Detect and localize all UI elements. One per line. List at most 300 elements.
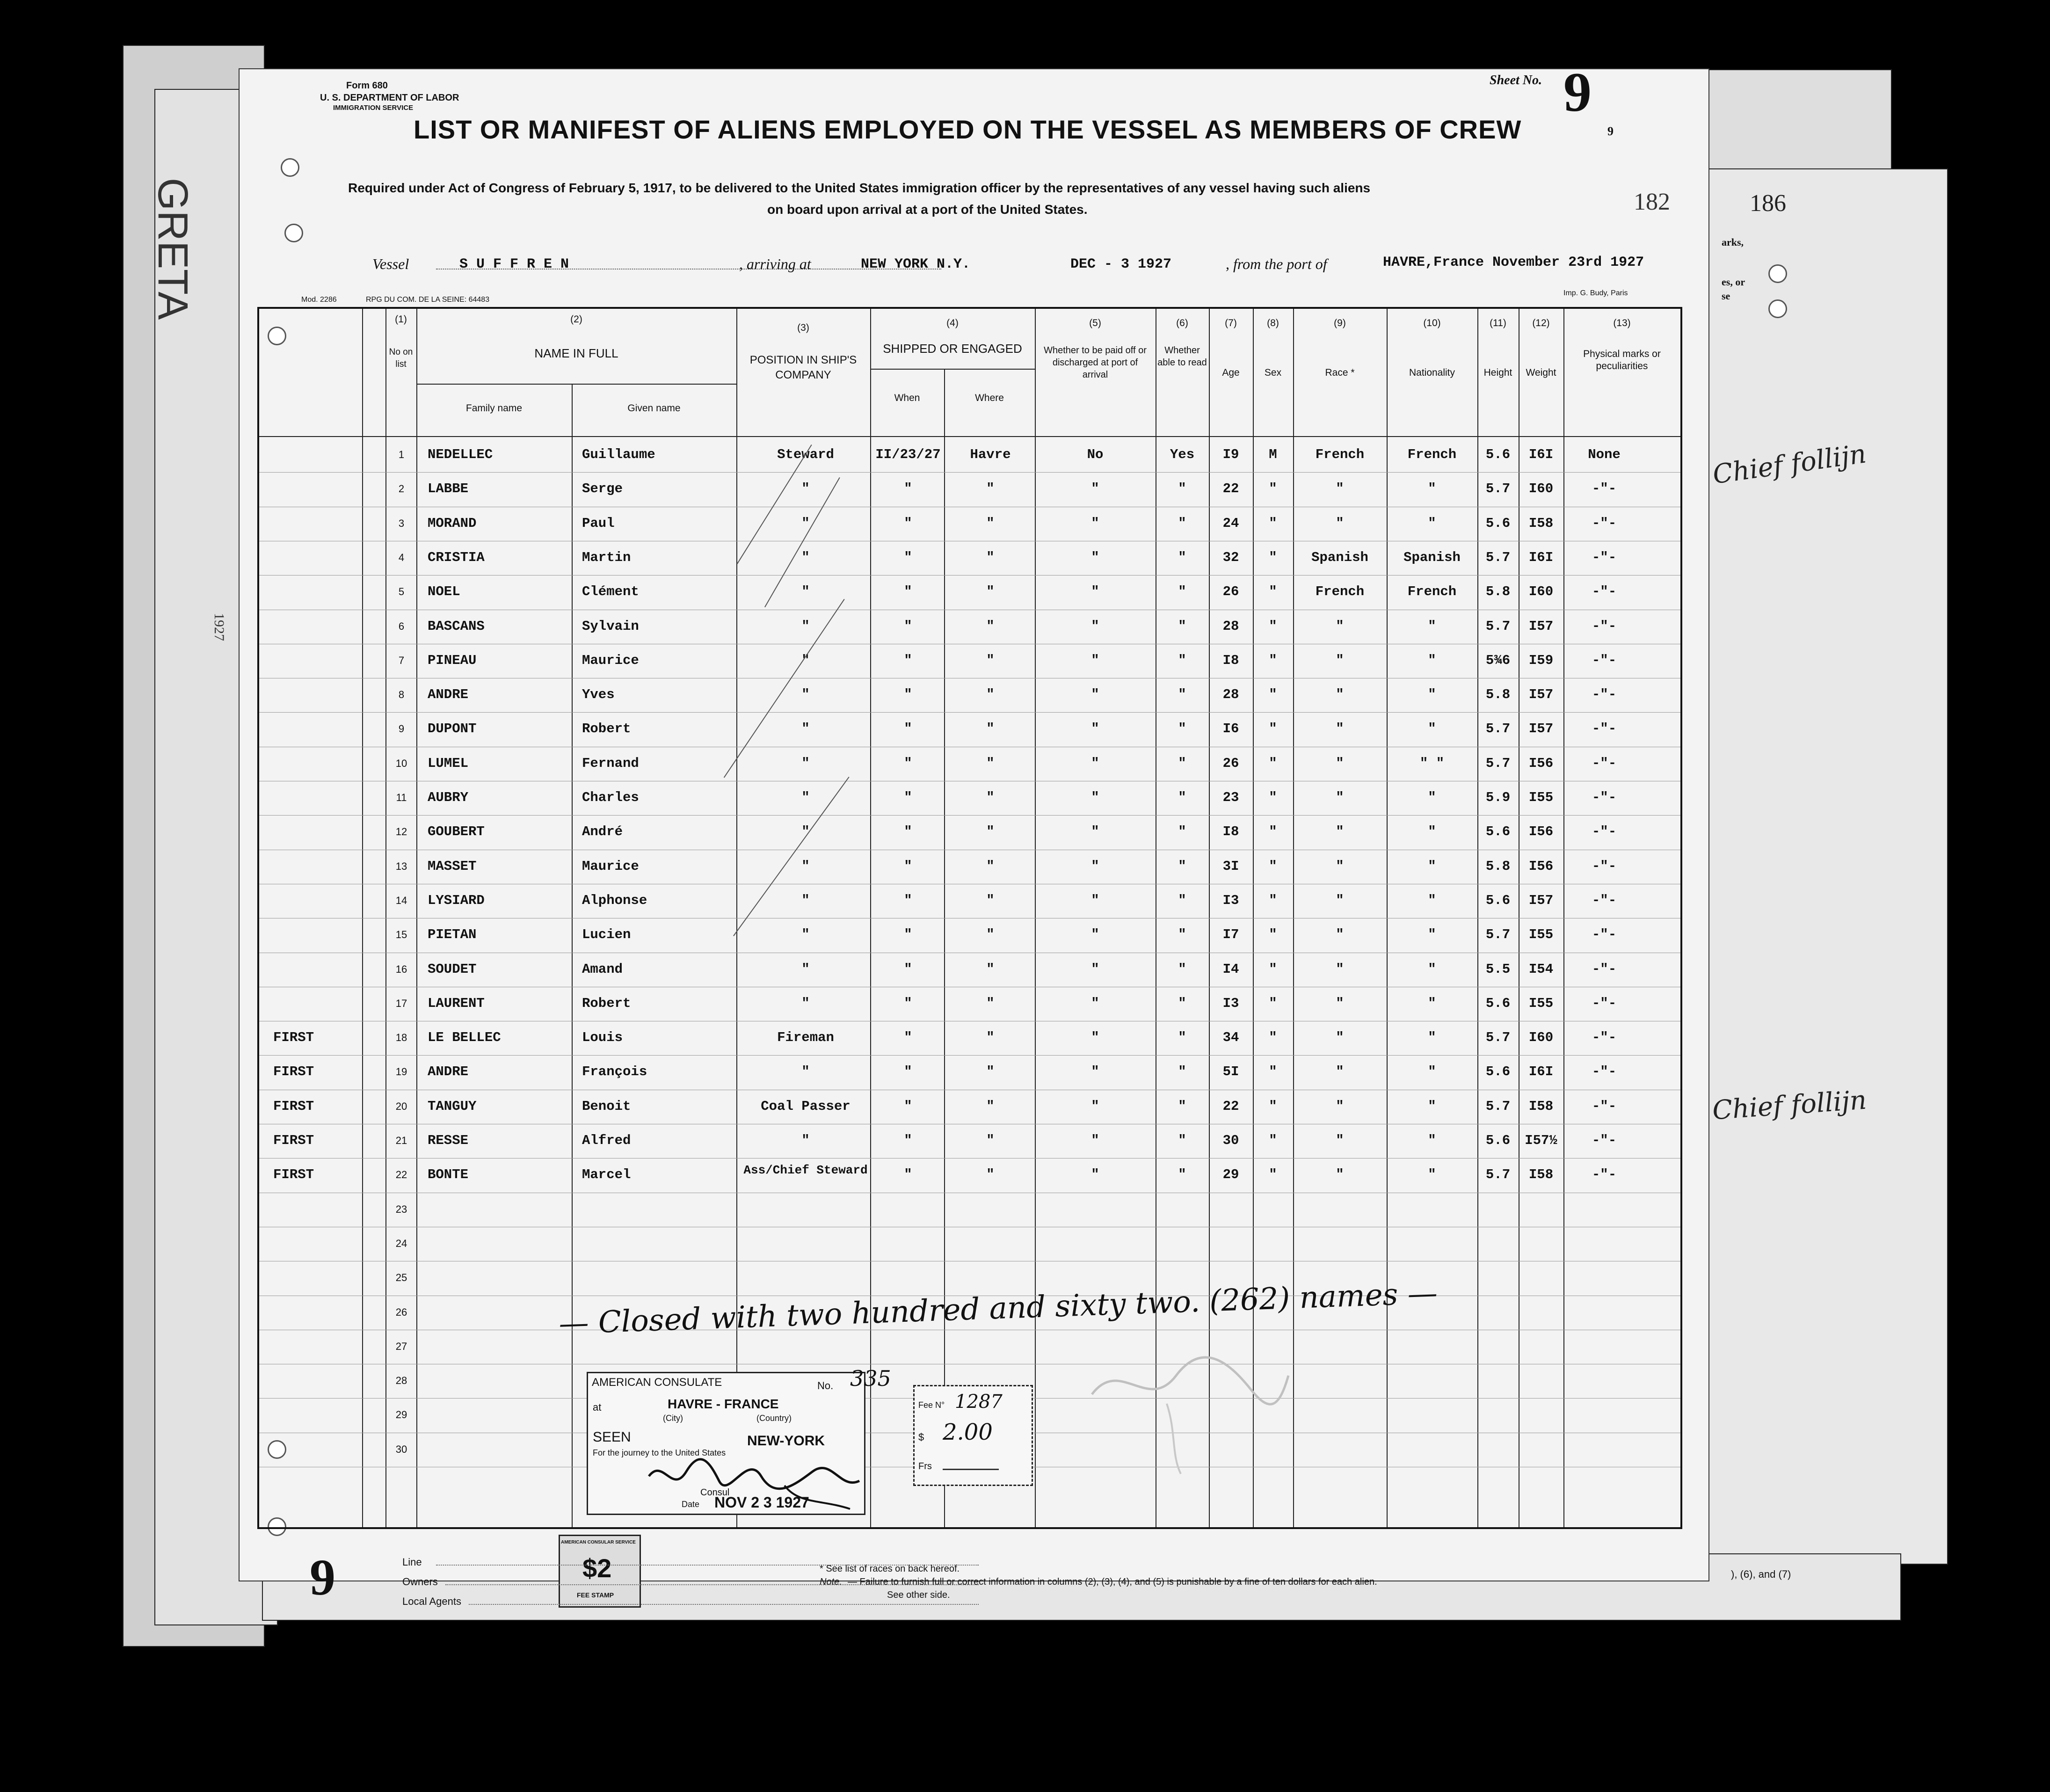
cell-age: I8 — [1222, 824, 1239, 840]
cell-position: " — [801, 1064, 810, 1080]
cell-when: " — [904, 687, 912, 703]
cell-read: " — [1178, 687, 1186, 703]
cell-given: Sylvain — [582, 618, 639, 634]
cell-where: " — [986, 549, 995, 565]
cell-given: Martin — [582, 549, 631, 565]
footer-agents-label: Local Agents — [402, 1595, 461, 1607]
cell-read: " — [1178, 721, 1186, 737]
cell-sex: " — [1269, 1167, 1277, 1183]
cell-position: " — [801, 824, 810, 840]
cell-age: I4 — [1222, 961, 1239, 977]
row-number: 3 — [398, 517, 405, 529]
cell-given: Fernand — [582, 755, 639, 771]
cell-marks: -"- — [1592, 858, 1617, 874]
row-number: 16 — [395, 963, 407, 975]
right-handwriting-2: Chief follijn — [1711, 1085, 1868, 1126]
cell-position: Coal Passer — [761, 1098, 851, 1114]
cell-nat: " — [1428, 481, 1436, 497]
cell-position: " — [801, 1133, 810, 1148]
cell-when: " — [904, 755, 912, 771]
vessel-label: Vessel — [372, 255, 409, 272]
cell-given: Serge — [582, 481, 623, 497]
cell-when: " — [904, 515, 912, 531]
cell-nat: French — [1407, 447, 1457, 462]
cell-position: " — [801, 790, 810, 805]
cell-race: " — [1336, 892, 1344, 908]
row-number: 23 — [395, 1203, 407, 1215]
cell-marks: -"- — [1592, 1098, 1617, 1114]
fee-frs-line — [943, 1469, 999, 1470]
cell-weight: I57 — [1528, 721, 1554, 737]
cell-sex: " — [1269, 652, 1277, 668]
row-number: 18 — [395, 1032, 407, 1044]
cell-given: Lucien — [582, 927, 631, 943]
cell-where: " — [986, 618, 995, 634]
cell-where: " — [986, 1167, 995, 1183]
col-6-number: (6) — [1176, 318, 1188, 328]
cell-when: " — [904, 721, 912, 737]
col-5-number: (5) — [1089, 318, 1101, 328]
cell-race: " — [1336, 618, 1344, 634]
cell-age: 30 — [1222, 1133, 1239, 1148]
cell-family: RESSE — [428, 1133, 469, 1148]
cell-paid: " — [1091, 515, 1099, 531]
cell-marks: -"- — [1592, 515, 1617, 531]
cell-weight: I60 — [1528, 1030, 1554, 1046]
cell-given: Amand — [582, 961, 623, 977]
cell-paid: " — [1091, 618, 1099, 634]
cell-marks: -"- — [1592, 721, 1617, 737]
cell-where: " — [986, 995, 995, 1011]
consulate-seen: SEEN — [593, 1429, 631, 1445]
cell-where: " — [986, 721, 995, 737]
cell-position: " — [801, 687, 810, 703]
manifest-sheet — [240, 61, 1708, 1607]
cell-race: French — [1315, 447, 1365, 462]
cell-paid: " — [1091, 927, 1099, 943]
cell-given: Charles — [582, 790, 639, 805]
cell-weight: I55 — [1528, 995, 1554, 1011]
page-number-stamp: 182 — [1634, 189, 1670, 215]
cell-height: 5.7 — [1485, 927, 1511, 943]
cell-weight: I58 — [1528, 515, 1554, 531]
row-number: 13 — [395, 860, 407, 872]
consulate-journey: For the journey to the United States — [593, 1448, 726, 1457]
fee-number: 1287 — [955, 1391, 1003, 1413]
cell-age: 34 — [1222, 1030, 1239, 1046]
cell-weight: I6I — [1528, 1064, 1554, 1080]
cell-position: " — [801, 995, 810, 1011]
row-number: 9 — [398, 723, 405, 735]
cell-race: " — [1336, 515, 1344, 531]
cell-nat: " — [1428, 721, 1436, 737]
cell-where: " — [986, 1064, 995, 1080]
cell-given: Alfred — [582, 1133, 631, 1148]
cell-age: I8 — [1222, 652, 1239, 668]
col-11-number: (11) — [1490, 318, 1506, 328]
cell-read: Yes — [1170, 447, 1195, 462]
cell-sex: " — [1269, 1098, 1277, 1114]
underlying-sheet-right-2 — [1703, 168, 1948, 1565]
cell-height: 5.6 — [1485, 995, 1511, 1011]
revenue-stamp-value: $2 — [582, 1553, 612, 1583]
cell-age: 24 — [1222, 515, 1239, 531]
row-number: 20 — [395, 1100, 407, 1112]
cell-when: " — [904, 618, 912, 634]
cell-race: " — [1336, 687, 1344, 703]
cell-family: DUPONT — [428, 721, 477, 737]
cell-age: 23 — [1222, 790, 1239, 805]
punch-hole — [284, 224, 303, 242]
cell-family: BONTE — [428, 1167, 469, 1183]
cell-nat: " — [1428, 687, 1436, 703]
sheet-label: Sheet No. — [1490, 73, 1542, 87]
cell-given: Maurice — [582, 858, 639, 874]
cell-given: André — [582, 824, 623, 840]
cell-paid: " — [1091, 652, 1099, 668]
cell-family: CRISTIA — [428, 549, 485, 565]
cell-weight: I58 — [1528, 1098, 1554, 1114]
footer-note-label: Note. — [820, 1577, 842, 1587]
cell-race: " — [1336, 1098, 1344, 1114]
cell-sex: " — [1269, 584, 1277, 600]
cell-position: " — [801, 652, 810, 668]
cell-family: LAURENT — [428, 995, 485, 1011]
cell-height: 5.6 — [1485, 515, 1511, 531]
cell-paid: " — [1091, 549, 1099, 565]
cell-race: Spanish — [1311, 549, 1368, 565]
col-7-header: Age — [1222, 367, 1240, 378]
cell-family: LYSIARD — [428, 892, 485, 908]
row-number: 29 — [395, 1409, 407, 1421]
cell-age: 5I — [1222, 1064, 1239, 1080]
cell-sex: " — [1269, 1133, 1277, 1148]
row-number: 10 — [395, 757, 407, 769]
col-4-header: SHIPPED OR ENGAGED — [883, 342, 1022, 356]
cell-margin: FIRST — [273, 1064, 314, 1080]
service: IMMIGRATION SERVICE — [333, 104, 414, 112]
cell-where: " — [986, 1030, 995, 1046]
cell-when: " — [904, 790, 912, 805]
cell-read: " — [1178, 892, 1186, 908]
cell-family: MASSET — [428, 858, 477, 874]
cell-position: Ass/Chief Steward — [743, 1163, 868, 1178]
cell-when: " — [904, 1064, 912, 1080]
cell-nat: " — [1428, 892, 1436, 908]
col-8-number: (8) — [1267, 318, 1279, 328]
arriving-label: , arriving at — [739, 255, 811, 272]
row-rule — [259, 712, 1680, 713]
mod-number: Mod. 2286 — [301, 296, 337, 304]
col-6-header: Whether able to read — [1157, 345, 1207, 368]
cell-paid: " — [1091, 755, 1099, 771]
cell-where: " — [986, 927, 995, 943]
cell-age: I7 — [1222, 927, 1239, 943]
cell-paid: " — [1091, 584, 1099, 600]
col-2-header: NAME IN FULL — [534, 346, 618, 360]
col-2-number: (2) — [570, 314, 582, 325]
row-number: 21 — [395, 1135, 407, 1146]
cell-where: " — [986, 755, 995, 771]
cell-when: " — [904, 1133, 912, 1148]
cell-age: I3 — [1222, 995, 1239, 1011]
cell-family: AUBRY — [428, 790, 469, 805]
consulate-city-label: (City) — [663, 1413, 683, 1423]
cell-read: " — [1178, 858, 1186, 874]
col-3-number: (3) — [797, 322, 809, 333]
closing-note: — Closed with two hundred and sixty two. (262) names — — [558, 1276, 1438, 1341]
revenue-stamp — [559, 1535, 641, 1608]
cell-given: Maurice — [582, 652, 639, 668]
cell-height: 5.7 — [1485, 549, 1511, 565]
cell-weight: I60 — [1528, 481, 1554, 497]
consulate-no-value: 335 — [850, 1366, 891, 1391]
cell-race: French — [1315, 584, 1365, 600]
cell-given: Marcel — [582, 1167, 631, 1183]
cell-marks: None — [1588, 447, 1621, 462]
row-number: 24 — [395, 1237, 407, 1249]
required-line-1: Required under Act of Congress of February 5, 1917, to be delivered to the United States immigration officer by the representatives of any vessel having such aliens — [348, 181, 1371, 195]
cell-when: II/23/27 — [875, 447, 941, 462]
row-number: 6 — [398, 620, 405, 632]
sheet-number-small: 9 — [1607, 124, 1614, 138]
right-fragment-2: es, or — [1722, 276, 1745, 288]
footer-agents-dots — [469, 1604, 979, 1605]
row-number: 22 — [395, 1169, 407, 1181]
cell-height: 5.5 — [1485, 961, 1511, 977]
cell-age: 26 — [1222, 755, 1239, 771]
cell-given: Alphonse — [582, 892, 647, 908]
cell-family: BASCANS — [428, 618, 485, 634]
col-8-header: Sex — [1264, 367, 1282, 378]
col-4b-header: Where — [975, 393, 1004, 403]
consulate-country-label: (Country) — [756, 1413, 792, 1423]
cell-read: " — [1178, 1133, 1186, 1148]
consulate-city-country: HAVRE - FRANCE — [668, 1397, 779, 1411]
cell-marks: -"- — [1592, 1064, 1617, 1080]
cell-height: 5.7 — [1485, 481, 1511, 497]
fee-dollar-label: $ — [918, 1431, 924, 1443]
cell-age: I3 — [1222, 892, 1239, 908]
row-number: 27 — [395, 1340, 407, 1352]
consulate-date: NOV 2 3 1927 — [714, 1494, 809, 1511]
col-5-header: Whether to be paid off or discharged at port of arrival — [1044, 345, 1147, 380]
row-number: 11 — [396, 792, 407, 803]
cell-nat: Spanish — [1403, 549, 1461, 565]
footer-page-number: 9 — [310, 1549, 335, 1606]
cell-paid: " — [1091, 481, 1099, 497]
cell-family: LABBE — [428, 481, 469, 497]
cell-age: 22 — [1222, 481, 1239, 497]
row-rule — [259, 472, 1680, 473]
cell-race: " — [1336, 927, 1344, 943]
cell-where: " — [986, 824, 995, 840]
cell-paid: " — [1091, 687, 1099, 703]
col-9-header: Race * — [1325, 367, 1355, 378]
cell-read: " — [1178, 618, 1186, 634]
cell-weight: I56 — [1528, 858, 1554, 874]
department: U. S. DEPARTMENT OF LABOR — [320, 93, 459, 103]
cell-height: 5.8 — [1485, 858, 1511, 874]
page-number-right: 186 — [1750, 190, 1786, 217]
row-number: 5 — [398, 586, 405, 598]
cell-nat: " — [1428, 858, 1436, 874]
cell-age: I9 — [1222, 447, 1239, 462]
printer-name: Imp. G. Budy, Paris — [1563, 289, 1628, 297]
col-4a-header: When — [894, 393, 920, 403]
cell-paid: " — [1091, 1064, 1099, 1080]
cell-age: 22 — [1222, 1098, 1239, 1114]
cell-where: " — [986, 584, 995, 600]
cell-family: SOUDET — [428, 961, 477, 977]
cell-position: " — [801, 858, 810, 874]
cell-sex: " — [1269, 961, 1277, 977]
cell-position: " — [801, 961, 810, 977]
cell-nat: " — [1428, 1030, 1436, 1046]
cell-nat: " — [1428, 618, 1436, 634]
cell-sex: " — [1269, 515, 1277, 531]
cell-race: " — [1336, 824, 1344, 840]
cell-height: 5¾6 — [1485, 652, 1511, 668]
cell-height: 5.6 — [1485, 824, 1511, 840]
cell-when: " — [904, 892, 912, 908]
cell-family: LE BELLEC — [428, 1030, 501, 1046]
cell-nat: " — [1428, 790, 1436, 805]
cell-weight: I6I — [1528, 447, 1554, 462]
row-number: 26 — [395, 1306, 407, 1318]
cell-nat: " — [1428, 1133, 1436, 1148]
cell-age: I6 — [1222, 721, 1239, 737]
cell-read: " — [1178, 1098, 1186, 1114]
cell-race: " — [1336, 1030, 1344, 1046]
cell-nat: " — [1428, 515, 1436, 531]
cell-marks: -"- — [1592, 618, 1617, 634]
cell-paid: " — [1091, 961, 1099, 977]
cell-where: " — [986, 652, 995, 668]
cell-when: " — [904, 549, 912, 565]
cell-sex: " — [1269, 721, 1277, 737]
row-number: 2 — [398, 483, 405, 495]
cell-margin: FIRST — [273, 1167, 314, 1183]
cell-paid: " — [1091, 790, 1099, 805]
cell-when: " — [904, 1167, 912, 1183]
cell-age: 28 — [1222, 687, 1239, 703]
printer-registration: RPG DU COM. DE LA SEINE: 64483 — [366, 296, 490, 304]
cell-read: " — [1178, 481, 1186, 497]
cell-when: " — [904, 927, 912, 943]
row-number: 7 — [398, 654, 405, 666]
cell-family: NOEL — [428, 584, 460, 600]
cell-read: " — [1178, 995, 1186, 1011]
cell-paid: " — [1091, 824, 1099, 840]
faint-signature: ⁠ — [1090, 1345, 1094, 1384]
col-13-header: Physical marks or peculiarities — [1583, 349, 1661, 372]
cell-read: " — [1178, 549, 1186, 565]
cell-when: " — [904, 824, 912, 840]
from-port: HAVRE,France November 23rd 1927 — [1383, 255, 1644, 270]
col-7-number: (7) — [1225, 318, 1237, 328]
right-punch-hole-2 — [1768, 299, 1787, 318]
cell-family: ANDRE — [428, 1064, 469, 1080]
cell-nat: " " — [1419, 755, 1445, 771]
cell-nat: " — [1428, 1098, 1436, 1114]
revenue-stamp-top: AMERICAN CONSULAR SERVICE — [561, 1540, 636, 1545]
cell-race: " — [1336, 755, 1344, 771]
cell-height: 5.6 — [1485, 1133, 1511, 1148]
right-fragment-3: se — [1722, 290, 1730, 302]
cell-height: 5.6 — [1485, 892, 1511, 908]
cell-paid: " — [1091, 1167, 1099, 1183]
cell-position: " — [801, 618, 810, 634]
cell-given: Paul — [582, 515, 615, 531]
cell-position: " — [801, 584, 810, 600]
row-number: 8 — [398, 689, 405, 701]
cell-race: " — [1336, 1167, 1344, 1183]
cell-margin: FIRST — [273, 1030, 314, 1046]
row-number: 14 — [395, 894, 407, 906]
cell-read: " — [1178, 652, 1186, 668]
cell-position: Fireman — [777, 1030, 834, 1046]
col-3-header: POSITION IN SHIP'S COMPANY — [749, 354, 857, 381]
cell-weight: I56 — [1528, 755, 1554, 771]
cell-nat: " — [1428, 652, 1436, 668]
cell-sex: " — [1269, 824, 1277, 840]
cell-weight: I58 — [1528, 1167, 1554, 1183]
cell-position: " — [801, 892, 810, 908]
cell-sex: " — [1269, 1064, 1277, 1080]
cell-when: " — [904, 858, 912, 874]
cell-marks: -"- — [1592, 927, 1617, 943]
cell-marks: -"- — [1592, 892, 1617, 908]
cell-given: Clément — [582, 584, 639, 600]
cell-age: 28 — [1222, 618, 1239, 634]
punch-hole — [281, 158, 299, 177]
fee-label: Fee N° — [918, 1400, 945, 1410]
cell-where: " — [986, 858, 995, 874]
right-handwriting-1: Chief follijn — [1711, 438, 1868, 490]
right-fragment-1: arks, — [1722, 236, 1744, 248]
row-number: 28 — [395, 1375, 407, 1387]
cell-race: " — [1336, 1133, 1344, 1148]
cell-read: " — [1178, 1030, 1186, 1046]
cell-position: " — [801, 515, 810, 531]
faint-signature-stroke — [1083, 1338, 1298, 1479]
cell-height: 5.9 — [1485, 790, 1511, 805]
cell-family: MORAND — [428, 515, 477, 531]
cell-where: Havre — [970, 447, 1011, 462]
consulate-stamp — [587, 1366, 891, 1515]
cell-read: " — [1178, 755, 1186, 771]
row-number: 17 — [395, 997, 407, 1009]
consul-signature — [644, 1443, 864, 1514]
cell-where: " — [986, 892, 995, 908]
cell-margin: FIRST — [273, 1098, 314, 1114]
cell-marks: -"- — [1592, 755, 1617, 771]
cell-paid: " — [1091, 995, 1099, 1011]
cell-given: Robert — [582, 721, 631, 737]
row-number: 12 — [395, 826, 407, 838]
cell-when: " — [904, 1030, 912, 1046]
cell-race: " — [1336, 961, 1344, 977]
cell-race: " — [1336, 1064, 1344, 1080]
cell-read: " — [1178, 1064, 1186, 1080]
page-title: LIST OR MANIFEST OF ALIENS EMPLOYED ON THE VESSEL AS MEMBERS OF CREW — [414, 115, 1522, 144]
row-rule — [259, 1055, 1680, 1056]
cell-read: " — [1178, 584, 1186, 600]
consulate-stamp-line1: AMERICAN CONSULATE — [592, 1376, 722, 1389]
cell-sex: " — [1269, 892, 1277, 908]
footer-see-other-side: See other side. — [887, 1590, 950, 1600]
